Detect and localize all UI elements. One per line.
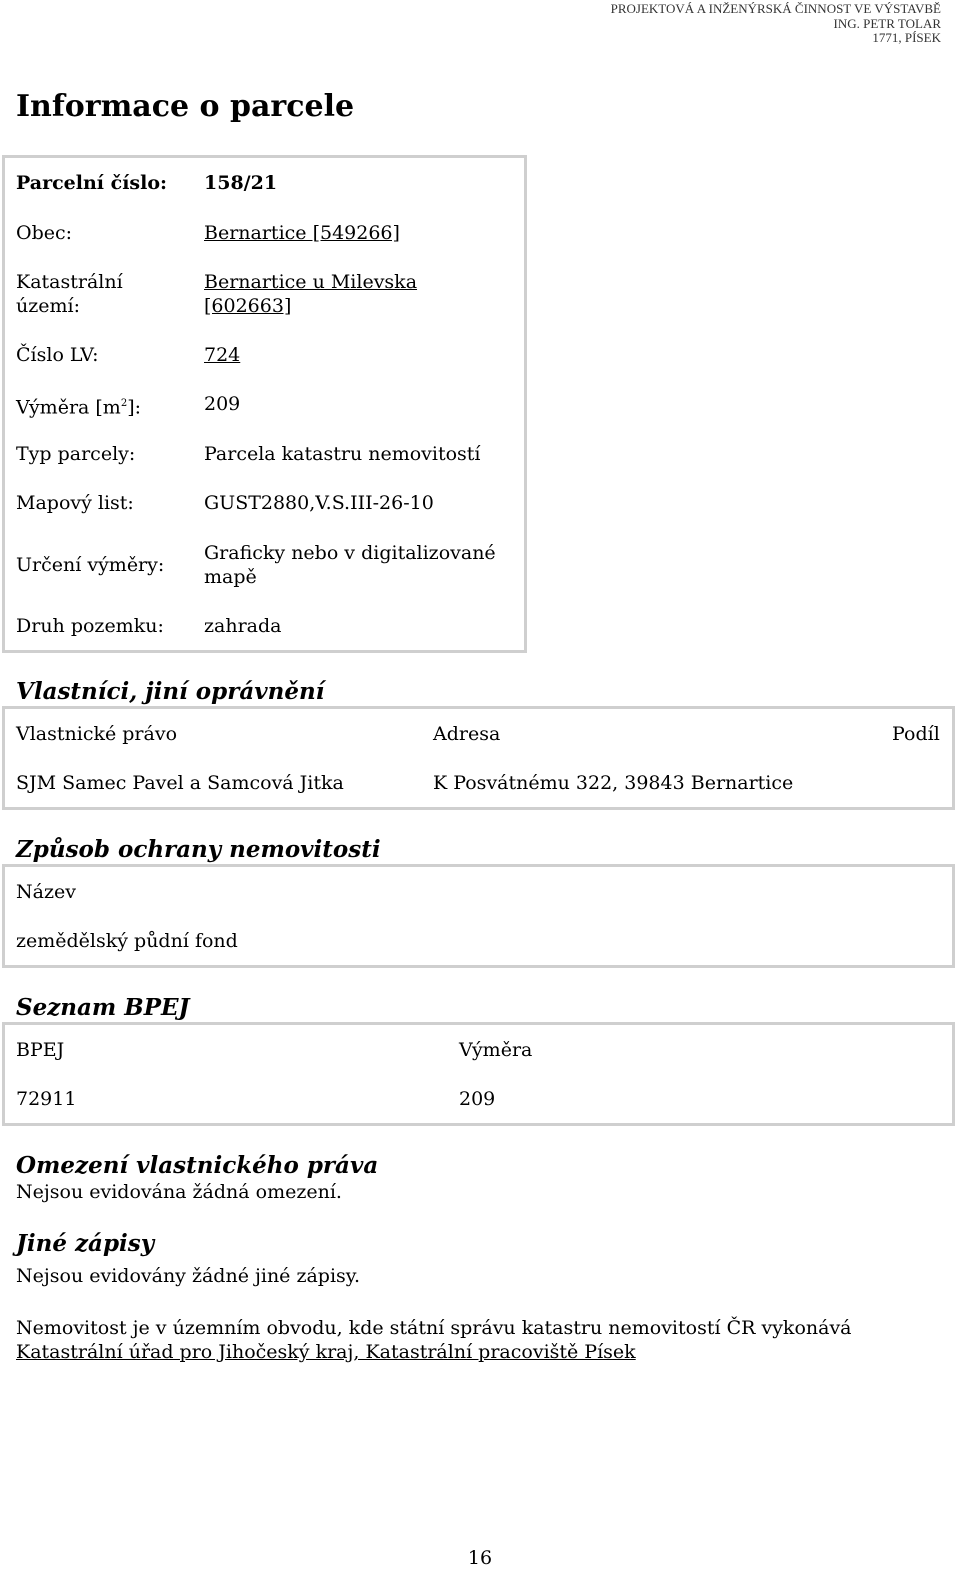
company-header — [611, 2, 941, 46]
municipality-label: Obec: — [16, 222, 73, 244]
cadastral-area-label-line-2: území: — [16, 295, 80, 317]
lv-number-label: Číslo LV: — [16, 344, 99, 366]
land-type-label: Druh pozemku: — [16, 615, 164, 637]
jurisdiction-text: Nemovitost je v územním obvodu, kde státní správu katastru nemovitostí ČR vykonává — [16, 1317, 852, 1339]
cadastral-area-link-line-2[interactable]: [602663] — [204, 295, 292, 317]
owners-column-right: Vlastnické právo — [16, 723, 178, 745]
area-label-text: Výměra [m — [16, 396, 121, 419]
lv-number-link[interactable]: 724 — [204, 344, 241, 366]
bpej-code: 72911 — [16, 1088, 77, 1110]
bpej-column-code: BPEJ — [16, 1039, 65, 1061]
area-label — [16, 392, 141, 419]
cadastral-office-link[interactable]: Katastrální úřad pro Jihočeský kraj, Katastrální pracoviště Písek — [16, 1341, 636, 1363]
cadastral-area-link-line-1[interactable]: Bernartice u Milevska — [204, 271, 418, 293]
page-title: Informace o parcele — [16, 89, 355, 124]
area-label-superscript: 2 — [120, 398, 128, 409]
bpej-column-area: Výměra — [459, 1039, 533, 1061]
page-number: 16 — [467, 1547, 493, 1569]
restrictions-text: Nejsou evidována žádná omezení. — [16, 1181, 342, 1203]
municipality-link[interactable]: Bernartice [549266] — [204, 222, 400, 244]
area-label-close: ]: — [127, 396, 142, 419]
owners-column-share: Podíl — [892, 723, 940, 745]
owner-address: K Posvátnému 322, 39843 Bernartice — [433, 772, 794, 794]
parcel-type-value: Parcela katastru nemovitostí — [204, 443, 481, 465]
cadastral-area-label-line-1: Katastrální — [16, 271, 123, 293]
protection-heading: Způsob ochrany nemovitosti — [16, 836, 381, 863]
area-determination-value-line-2: mapě — [204, 566, 257, 588]
parcel-number-value: 158/21 — [204, 172, 278, 194]
owners-heading: Vlastníci, jiní oprávnění — [16, 678, 325, 705]
area-determination-label: Určení výměry: — [16, 554, 165, 576]
land-type-value: zahrada — [204, 615, 282, 637]
map-sheet-label: Mapový list: — [16, 492, 134, 514]
company-header-line-2: ING. PETR TOLAR — [833, 15, 941, 31]
protection-column-name: Název — [16, 881, 76, 903]
owner-name: SJM Samec Pavel a Samcová Jitka — [16, 772, 344, 794]
restrictions-heading: Omezení vlastnického práva — [16, 1152, 379, 1179]
owners-column-address: Adresa — [433, 723, 501, 745]
protection-value: zemědělský půdní fond — [16, 930, 238, 952]
other-records-text: Nejsou evidovány žádné jiné zápisy. — [16, 1265, 361, 1287]
other-records-heading: Jiné zápisy — [16, 1230, 155, 1257]
area-determination-value-line-1: Graficky nebo v digitalizované — [204, 542, 496, 564]
map-sheet-value: GUST2880,V.S.III-26-10 — [204, 492, 434, 514]
bpej-heading: Seznam BPEJ — [16, 994, 190, 1021]
area-value: 209 — [204, 393, 241, 415]
company-header-line-1: PROJEKTOVÁ A INŽENÝRSKÁ ČINNOST VE VÝSTAVBĚ — [610, 1, 941, 16]
company-header-line-3: 1771, PÍSEK — [872, 30, 941, 45]
bpej-area: 209 — [459, 1088, 496, 1110]
parcel-number-label: Parcelní číslo: — [16, 172, 168, 194]
parcel-type-label: Typ parcely: — [16, 443, 136, 465]
